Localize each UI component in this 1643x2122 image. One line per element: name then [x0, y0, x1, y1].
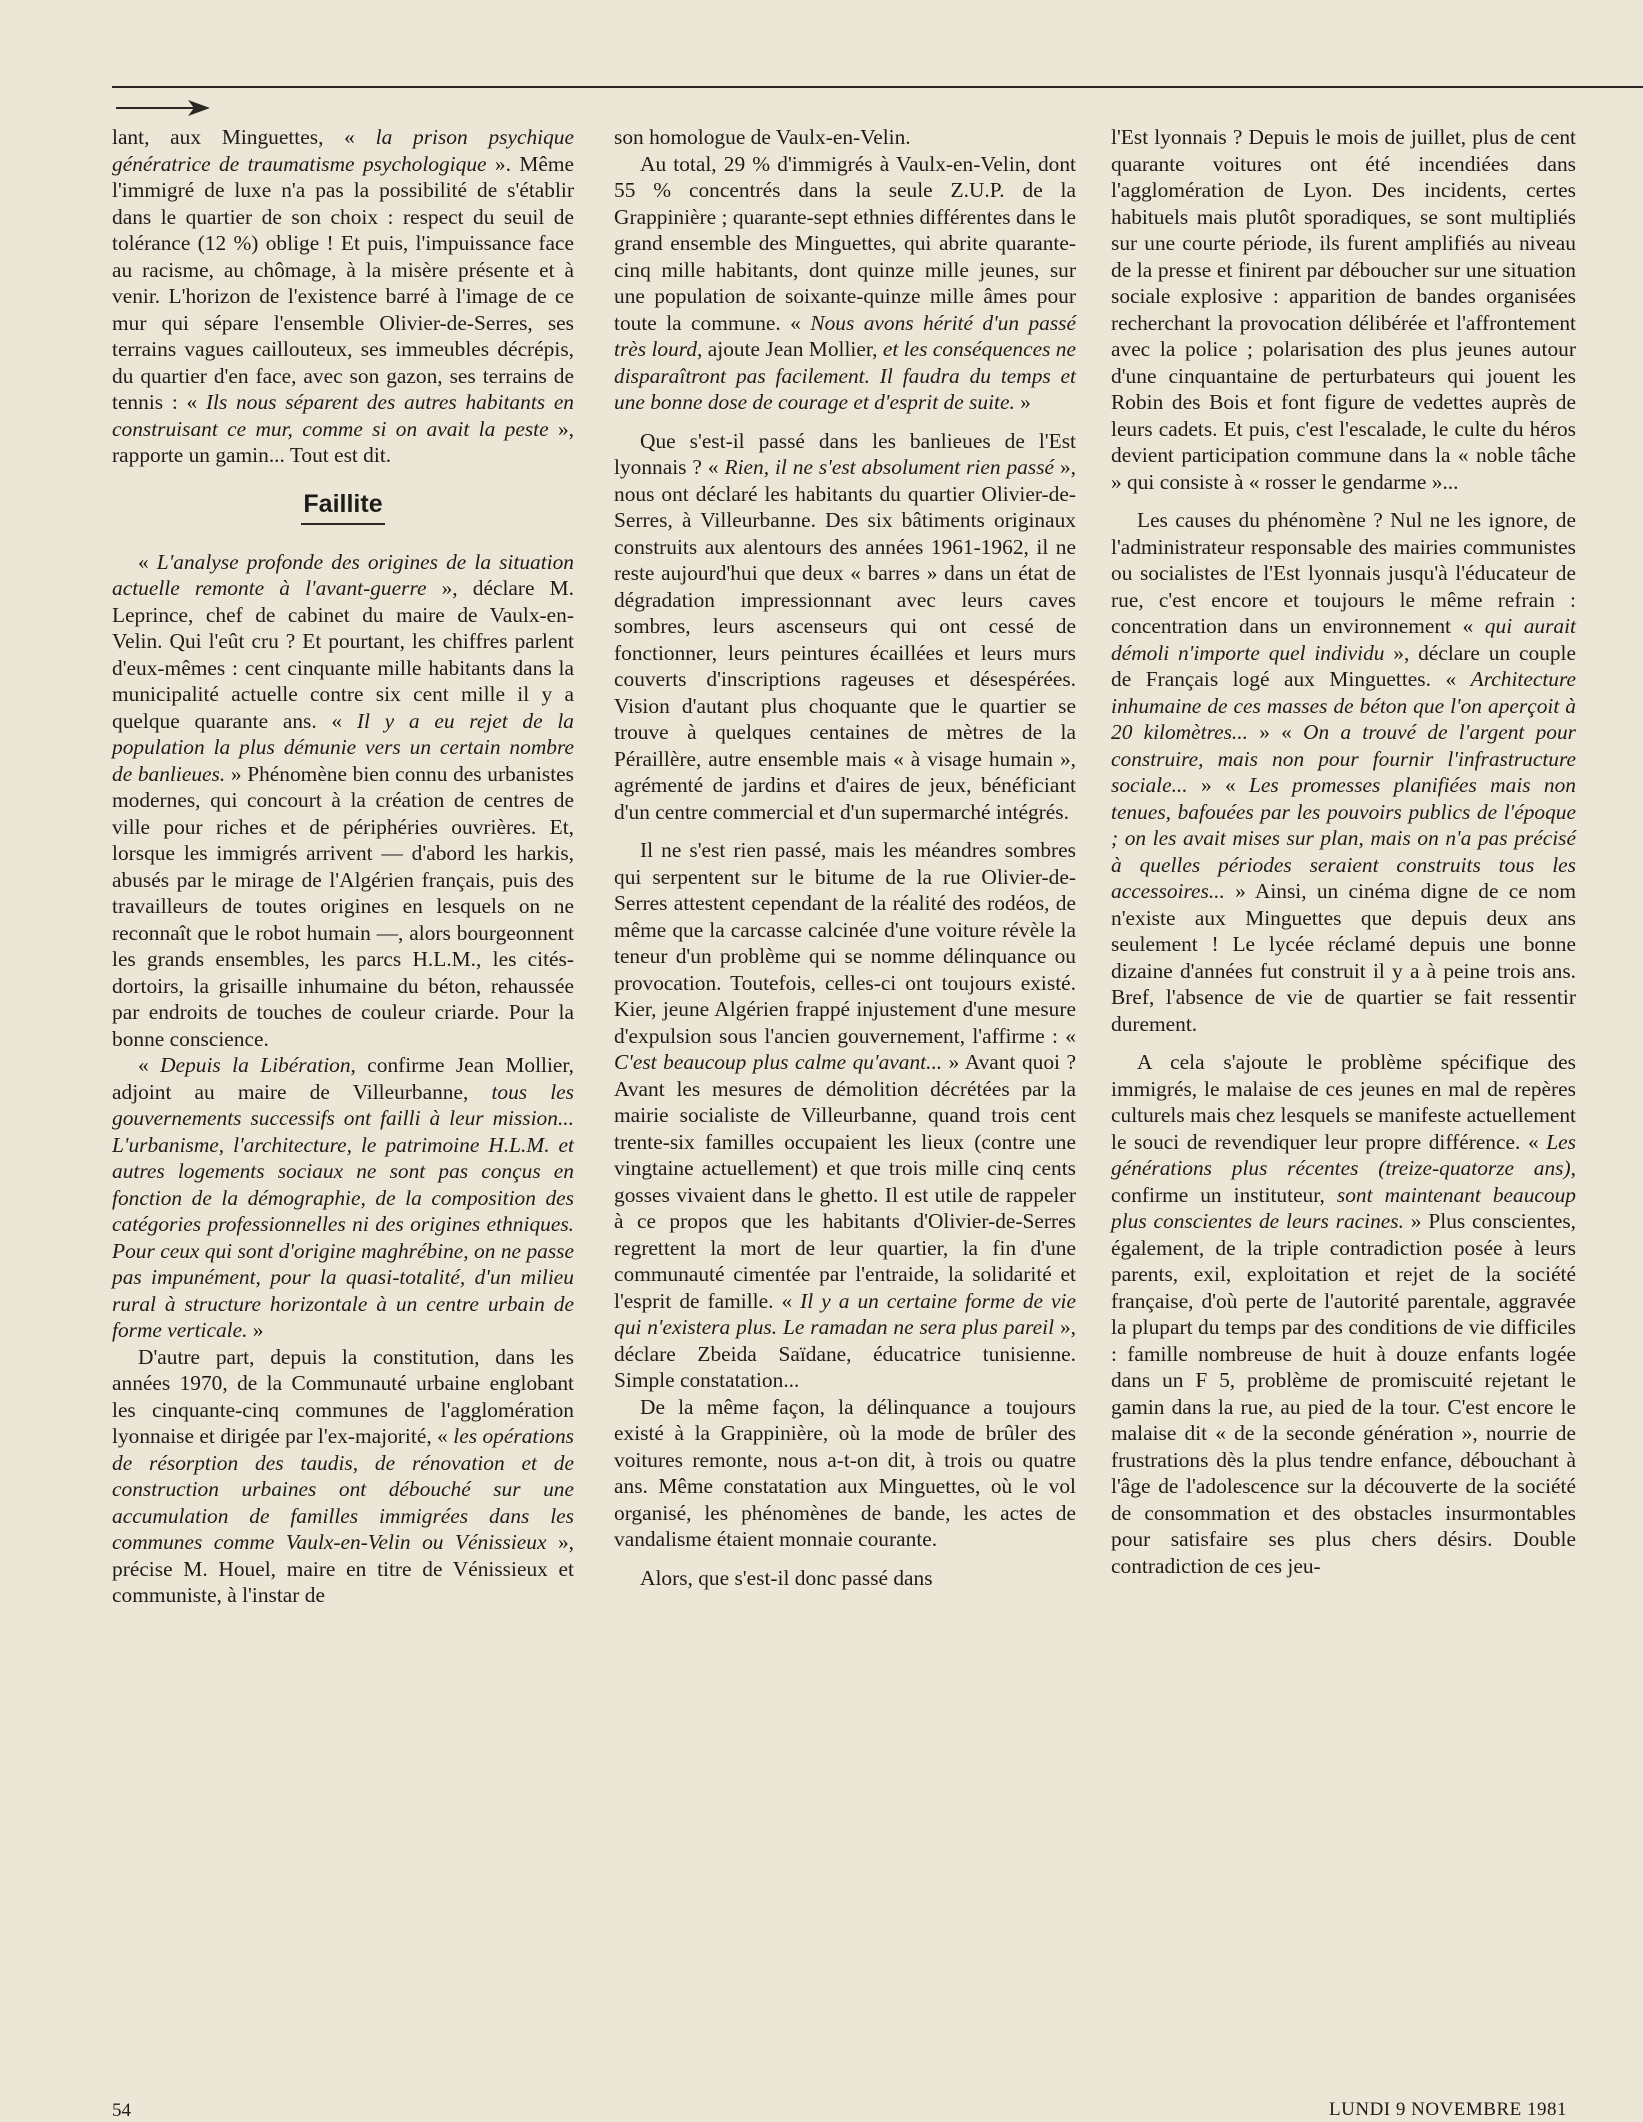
- paragraph: son homologue de Vaulx-en-Velin.: [614, 125, 911, 149]
- paragraph: « L'analyse profonde des origines de la situation actuelle remonte à l'avant-guerre », déclare M. Leprince, chef de cabinet du maire de Vaulx-en-Velin. Qui l'eût cru ? Et pourtant, les chiffres parlent d'eux-mêmes : cent cinquante mille habitants dans la municipalité actuelle contre six cent mille il y a quelque quarante ans. « Il y a eu rejet de la population la plus démunie vers un certain nombre de banlieues. » Phénomène bien connu des urbanistes modernes, qui concourt à la création de centres de ville pour riches et de périphéries ouvrières. Et, lorsque les immigrés arrivent — d'abord les harkis, abusés par le mirage de l'Algérien français, puis des travailleurs de toutes origines en lesquels on ne reconnaît que le robot humain —, alors bourgeonnent les grands ensembles, les parcs H.L.M., les cités-dortoirs, la grisaille inhumaine du béton, rehaussée par endroits de touches de couleur criarde. Pour la bonne conscience.: [112, 549, 575, 1051]
- paragraph: lant, aux Minguettes, « la prison psychique génératrice de traumatisme psychologique ». Même l'immigré de luxe n'a pas la possibilité de s'établir dans le quartier de son choix : respect du seuil de tolérance (12 %) oblige ! Et puis, l'impuissance face au racisme, au chômage, à la misère présente et à venir. L'horizon de l'existence barré à l'image de ce mur qui sépare l'ensemble Olivier-de-Serres, ses terrains vagues caillouteux, ses immeubles décrépis, du quartier d'en face, avec son gazon, ses terrains de tennis : « Ils nous séparent des autres habitants en construisant ce mur, comme si on avait la peste », rapporte un gamin... Tout est dit.: [112, 125, 575, 467]
- paragraph: Alors, que s'est-il donc passé dans: [640, 1565, 933, 1590]
- paragraph: D'autre part, depuis la constitution, dans les années 1970, de la Communauté urbaine englobant les cinquante-cinq communes de l'agglomération lyonnaise et dirigée par l'ex-majorité, « les opérations de résorption des taudis, de rénovation et de construction urbaines ont débouché sur une accumulation de familles immigrées dans les communes comme Vaulx-en-Velin ou Vénissieux », précise M. Houel, maire en titre de Vénissieux et communiste, à l'instar de: [112, 1344, 575, 1607]
- paragraph: Que s'est-il passé dans les banlieues de l'Est lyonnais ? « Rien, il ne s'est absolument rien passé », nous ont déclaré les habitants du quartier Olivier-de-Serres, à Villeurbanne. Des six bâtiments originaux construits aux alentours des années 1961-1962, il ne reste aujourd'hui que deux « barres » dans un état de dégradation impressionnant avec leurs caves sombres, leurs ascenseurs qui ont cessé de fonctionner, leurs peintures écaillées et leurs murs couverts d'inscriptions rageuses et désespérées. Vision d'autant plus choquante que le quartier se trouve à quelques centaines de mètres de la Péraillère, autre ensemble mais « à visage humain », agrémenté de jardins et d'aires de jeux, bénéficiant d'un centre commercial et d'un supermarché intégrés.: [614, 428, 1077, 824]
- paragraph: Il ne s'est rien passé, mais les méandres sombres qui serpentent sur le bitume de la rue Olivier-de-Serres attestent cependant de la réalité des rodéos, de même que la carcasse calcinée d'une voiture révèle la teneur d'un problème qui se nomme délinquance ou provocation. Toutefois, celles-ci ont toujours existé. Kier, jeune Algérien frappé injustement d'une mesure d'expulsion sous l'ancien gouvernement, l'affirme : « C'est beaucoup plus calme qu'avant... » Avant quoi ? Avant les mesures de démolition décrétées par la mairie socialiste de Villeurbanne, quand trois cent trente-six familles occupaient les lieux (contre une vingtaine actuellement) et que trois mille cinq cents gosses vivaient dans le ghetto. Il est utile de rappeler à ce propos que les habitants d'Olivier-de-Serres regrettent la mort de leur quartier, la fin d'une communauté cimentée par l'entraide, la solidarité et l'esprit de famille. « Il y a un certaine forme de vie qui n'existera plus. Le ramadan ne sera plus pareil », déclare Zbeida Saïdane, éducatrice tunisienne. Simple constatation...: [614, 838, 1077, 1392]
- issue-date: LUNDI 9 NOVEMBRE 1981: [1329, 2099, 1567, 2120]
- column-1: [112, 124, 574, 1609]
- subheading: Faillite: [112, 489, 574, 525]
- paragraph: Au total, 29 % d'immigrés à Vaulx-en-Velin, dont 55 % concentrés dans la seule Z.U.P. de la Grappinière ; quarante-sept ethnies différentes dans le grand ensemble des Minguettes, qui abrite quarante-cinq mille habitants, dont quinze mille jeunes, sur une population de soixante-quinze mille âmes pour toute la commune. « Nous avons hérité d'un passé très lourd, ajoute Jean Mollier, et les conséquences ne disparaîtront pas facilement. Il faudra du temps et une bonne dose de courage et d'esprit de suite. »: [614, 151, 1076, 414]
- paragraph: « Depuis la Libération, confirme Jean Mollier, adjoint au maire de Villeurbanne, tous les gouvernements successifs ont failli à leur mission... L'urbanisme, l'architecture, le patrimoine H.L.M. et autres logements sociaux ne sont pas conçus en fonction de la démographie, de la composition des catégories professionnelles ni des origines ethniques. Pour ceux qui sont d'origine maghrébine, on ne passe pas impunément, pour la quasi-totalité, d'un milieu rural à structure horizontale à un centre urbain de forme verticale. »: [112, 1053, 574, 1342]
- paragraph: Les causes du phénomène ? Nul ne les ignore, de l'administrateur responsable des mairies communistes ou socialistes de l'Est lyonnais jusqu'à l'éducateur de rue, c'est encore et toujours le même refrain : concentration dans un environnement « qui aurait démoli n'importe quel individu », déclare un couple de Français logé aux Minguettes. « Architecture inhumaine de ces masses de béton que l'on aperçoit à 20 kilomètres... » « On a trouvé de l'argent pour construire, mais non pour fournir l'infrastructure sociale... » « Les promesses planifiées mais non tenues, bafouées par les pouvoirs publics de l'époque ; on les avait mises sur plan, mais on n'a pas précisé à quelles périodes seraient construits tous les accessoires... » Ainsi, un cinéma digne de ce nom n'existe aux Minguettes que depuis deux ans seulement ! Le lycée réclamé depuis une bonne dizaine d'années fut construit il y a à peine trois ans. Bref, l'absence de vie de quartier se fait ressentir durement.: [1111, 508, 1576, 1036]
- top-rule: [112, 86, 1643, 88]
- column-2: [614, 124, 1076, 1591]
- paragraph: l'Est lyonnais ? Depuis le mois de juillet, plus de cent quarante voitures ont été incendiées dans l'agglomération de Lyon. Des incidents, certes habituels mais plutôt sporadiques, se sont multipliés sur une courte période, ils furent amplifiés au niveau de la presse et finirent par déboucher sur une situation sociale explosive : apparition de bandes organisées recherchant la provocation délibérée et l'affrontement avec la police ; polarisation des plus jeunes autour d'une cinquantaine de perturbateurs qui jouent les Robin des Bois et font figure de vedettes auprès de leurs cadets. Et puis, c'est l'escalade, le culte du héros devient participation commune dans la « noble tâche » qui consiste à « rosser le gendarme »...: [1111, 125, 1576, 494]
- column-3: [1111, 124, 1576, 1579]
- paragraph: A cela s'ajoute le problème spécifique des immigrés, le malaise de ces jeunes en mal de repères culturels mais chez lesquels se manifeste actuellement le souci de revendiquer leur propre différence. « Les générations plus récentes (treize-quatorze ans), confirme un instituteur, sont maintenant beaucoup plus conscientes de leurs racines. » Plus conscientes, également, de la triple contradiction posée à leurs parents, exil, exploitation et rejet de la société française, d'où perte de l'autorité parentale, aggravée la plupart du temps par des conditions de vie difficiles : famille nombreuse de huit à douze enfants logée dans un F 5, problème de promiscuité rejetant le gamin dans la rue, au pied de la tour. C'est encore le malaise dit « de la seconde génération », nourrie de frustrations dès la plus tendre enfance, débouchant à l'âge de l'adolescence sur la découverte de la société de consommation et des obstacles insurmontables pour satisfaire ses plus chers désirs. Double contradiction de ces jeu-: [1111, 1050, 1577, 1578]
- page-number: 54: [112, 2100, 131, 2121]
- continuation-arrow-icon: [116, 96, 212, 120]
- paragraph: De la même façon, la délinquance a toujours existé à la Grappinière, où la mode de brûler des voitures remonte, nous a-t-on dit, à trois ou quatre ans. Même constatation aux Minguettes, où le vol organisé, les phénomènes de bande, les actes de vandalisme étaient monnaie courante.: [614, 1394, 1076, 1551]
